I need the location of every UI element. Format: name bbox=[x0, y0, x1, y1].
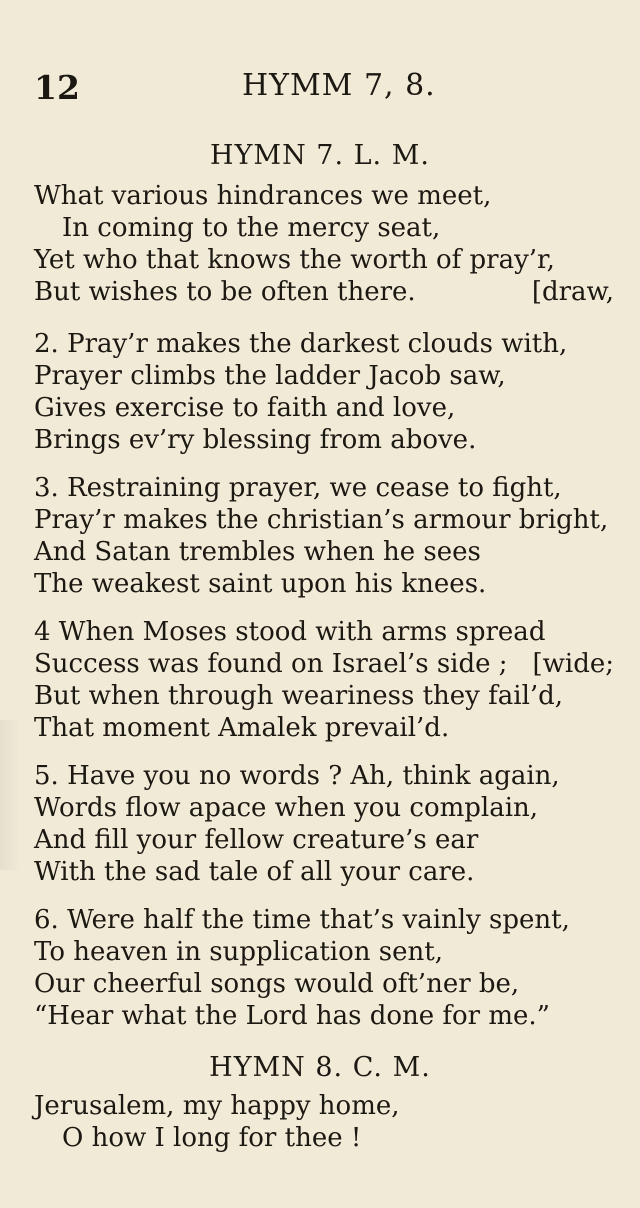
verse-line bbox=[0, 1090, 640, 1122]
verse-line-text: But wishes to be often there. bbox=[34, 277, 416, 307]
verse-line-text: O how I long for thee ! bbox=[62, 1123, 362, 1153]
hymn-title: HYMN 8. C. M. bbox=[209, 1052, 431, 1083]
verse bbox=[0, 1090, 640, 1154]
verse-line-text: Yet who that knows the worth of pray’r, bbox=[34, 245, 555, 275]
verse-line bbox=[0, 824, 640, 856]
verse-line-text: Success was found on Israel’s side ; bbox=[34, 649, 508, 679]
verse-line-text: Our cheerful songs would oft’ner be, bbox=[34, 969, 520, 999]
verse-line-text: Prayer climbs the ladder Jacob saw, bbox=[34, 361, 506, 391]
verse bbox=[0, 180, 640, 308]
verse-line bbox=[0, 616, 640, 648]
page-header bbox=[34, 68, 606, 108]
verse-line-text: 5. Have you no words ? Ah, think again, bbox=[34, 761, 560, 791]
verse-line bbox=[0, 472, 640, 504]
verse-line bbox=[0, 212, 640, 244]
verse-line-text: Gives exercise to faith and love, bbox=[34, 393, 456, 423]
verse-line-text: And fill your fellow creature’s ear bbox=[34, 825, 479, 855]
verse-line bbox=[0, 680, 640, 712]
verse-line-text: 2. Pray’r makes the darkest clouds with, bbox=[34, 329, 568, 359]
verse-line-text: But when through weariness they fail’d, bbox=[34, 681, 564, 711]
verse-line bbox=[0, 1122, 640, 1154]
verse-line bbox=[0, 180, 640, 212]
verse-line bbox=[0, 536, 640, 568]
verse-line bbox=[0, 504, 640, 536]
verse bbox=[0, 904, 640, 1032]
running-title: HYMM 7, 8. bbox=[242, 68, 436, 103]
verse-line bbox=[0, 856, 640, 888]
verse-line-text: What various hindrances we meet, bbox=[34, 181, 492, 211]
verse-line bbox=[0, 1000, 640, 1032]
verse-line bbox=[0, 968, 640, 1000]
verse-line-text: Pray’r makes the christian’s armour bright, bbox=[34, 505, 609, 535]
verse-line bbox=[0, 760, 640, 792]
verse bbox=[0, 328, 640, 456]
verse-line bbox=[0, 568, 640, 600]
verse-line bbox=[0, 392, 640, 424]
verse-line-text: 6. Were half the time that’s vainly spent, bbox=[34, 905, 570, 935]
verse-line bbox=[0, 424, 640, 456]
verse-line bbox=[0, 276, 640, 308]
verse bbox=[0, 760, 640, 888]
page-number: 12 bbox=[34, 68, 80, 107]
verse-line bbox=[0, 904, 640, 936]
verse-line bbox=[0, 244, 640, 276]
verse-line bbox=[0, 648, 640, 680]
verse-line bbox=[0, 712, 640, 744]
verse-line bbox=[0, 792, 640, 824]
verse-line-text: 3. Restraining prayer, we cease to fight, bbox=[34, 473, 562, 503]
verse-line-text: 4 When Moses stood with arms spread bbox=[34, 617, 546, 647]
verse-line-text: To heaven in supplication sent, bbox=[34, 937, 443, 967]
turnover-word: [draw, bbox=[531, 277, 614, 307]
verse-line-text: Jerusalem, my happy home, bbox=[34, 1091, 400, 1121]
verse-line-text: “Hear what the Lord has done for me.” bbox=[34, 1001, 550, 1031]
verse-line bbox=[0, 328, 640, 360]
verse-line-text: With the sad tale of all your care. bbox=[34, 857, 475, 887]
verse-line-text: That moment Amalek prevail’d. bbox=[34, 713, 450, 743]
verse-line-text: The weakest saint upon his knees. bbox=[34, 569, 487, 599]
verse-line-text: And Satan trembles when he sees bbox=[34, 537, 481, 567]
verse-line bbox=[0, 936, 640, 968]
verse bbox=[0, 616, 640, 744]
turnover-word: [wide; bbox=[532, 649, 614, 679]
hymn-title: HYMN 7. L. M. bbox=[210, 140, 430, 171]
verse bbox=[0, 472, 640, 600]
verse-line-text: Words flow apace when you complain, bbox=[34, 793, 539, 823]
verse-line-text: In coming to the mercy seat, bbox=[62, 213, 441, 243]
verse-line-text: Brings ev’ry blessing from above. bbox=[34, 425, 477, 455]
verse-line bbox=[0, 360, 640, 392]
